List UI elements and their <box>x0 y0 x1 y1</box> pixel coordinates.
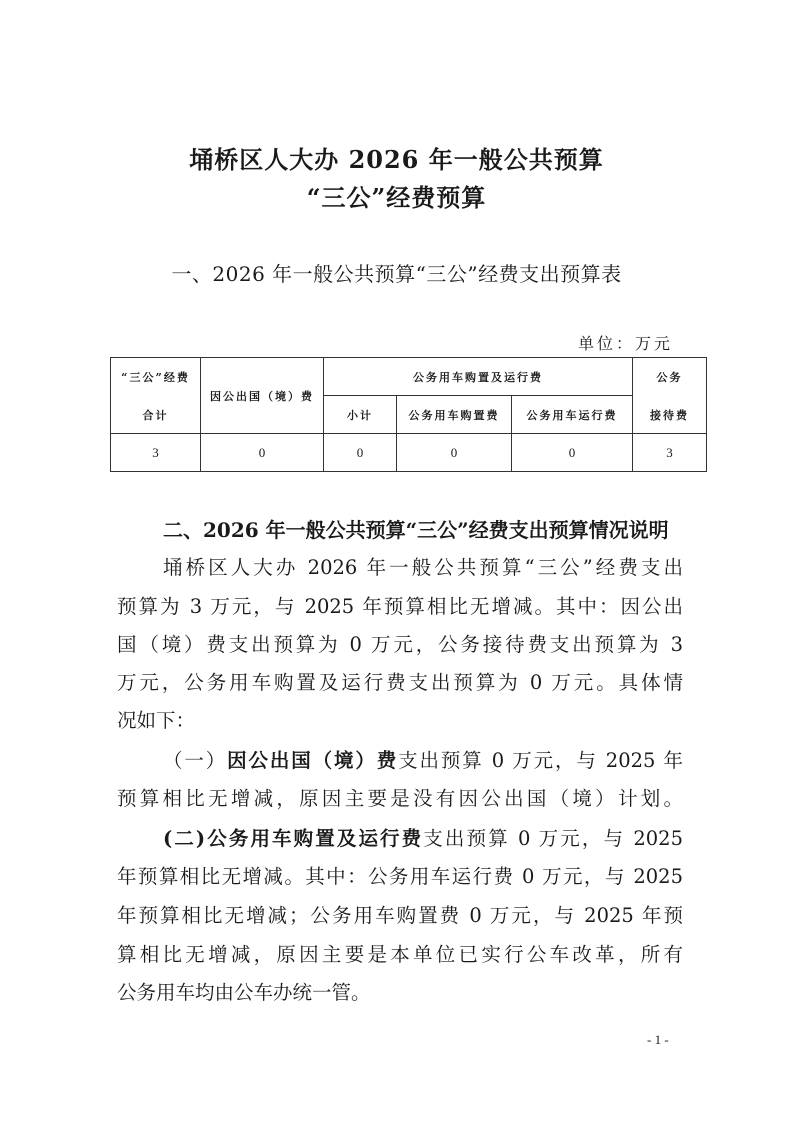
header-total <box>111 358 201 434</box>
header-reception <box>633 358 707 434</box>
table-row <box>111 434 707 472</box>
item1-line2: 预算相比无增减，原因主要是没有因公出国（境）计划。 <box>117 787 683 810</box>
value-total: 3 <box>111 434 201 472</box>
budget-table <box>110 357 707 472</box>
table-header-row <box>111 358 707 396</box>
item2-rest: 支出预算 0 万元，与 2025 <box>423 827 683 850</box>
paragraph-line: 算相比无增减，原因主要是本单位已实行公车改革，所有 <box>117 943 683 966</box>
paragraph-line: 预算为 3 万元，与 2025 年预算相比无增减。其中：因公出 <box>117 595 683 618</box>
header-reception-line2: 接待费 <box>650 408 690 422</box>
value-vehicle-subtotal: 0 <box>324 434 397 472</box>
section1-heading: 一、2026 年一般公共预算“三公”经费支出预算表 <box>171 262 622 286</box>
paragraph-line: 万元，公务用车购置及运行费支出预算为 0 万元。具体情 <box>117 671 683 694</box>
paragraph-line: 国（境）费支出预算为 0 万元，公务接待费支出预算为 3 <box>117 633 683 656</box>
value-overseas: 0 <box>201 434 324 472</box>
page-number: - 1 - <box>647 1032 669 1047</box>
header-vehicle-purchase: 公务用车购置费 <box>397 396 512 434</box>
item1-prefix: （一） <box>163 749 228 772</box>
value-vehicle-operation: 0 <box>512 434 633 472</box>
paragraph-line: 埇桥区人大办 2026 年一般公共预算“三公”经费支出 <box>163 556 683 579</box>
header-vehicle-group: 公务用车购置及运行费 <box>324 358 633 396</box>
header-total-line2: 合计 <box>142 408 169 422</box>
paragraph-line: 年预算相比无增减；公务用车购置费 0 万元，与 2025 年预 <box>117 904 683 927</box>
header-overseas: 因公出国（境）费 <box>201 358 324 434</box>
paragraph-line: 况如下： <box>117 709 196 732</box>
paragraph-line: 年预算相比无增减。其中：公务用车运行费 0 万元，与 2025 <box>117 865 683 888</box>
document-title-line1: 埇桥区人大办 2026 年一般公共预算 <box>189 145 604 174</box>
section2-heading: 二、2026 年一般公共预算“三公”经费支出预算情况说明 <box>163 518 669 542</box>
header-reception-line1: 公务 <box>656 370 683 384</box>
unit-label: 单位：万元 <box>577 334 673 353</box>
value-vehicle-purchase: 0 <box>397 434 512 472</box>
item1-bold-title: 因公出国（境）费 <box>227 749 399 772</box>
header-vehicle-operation: 公务用车运行费 <box>512 396 633 434</box>
document-title-line2: “三公”经费预算 <box>306 183 487 212</box>
item1-line1 <box>163 747 683 775</box>
header-total-line1: “三公”经费 <box>121 370 190 384</box>
paragraph-line: 公务用车均由公车办统一管。 <box>117 981 371 1004</box>
header-vehicle-subtotal: 小计 <box>324 396 397 434</box>
item2-bold-title: (二)公务用车购置及运行费 <box>163 827 424 850</box>
value-reception: 3 <box>633 434 707 472</box>
item2-line1 <box>163 825 683 853</box>
item1-rest: 支出预算 0 万元，与 2025 年 <box>398 749 683 772</box>
